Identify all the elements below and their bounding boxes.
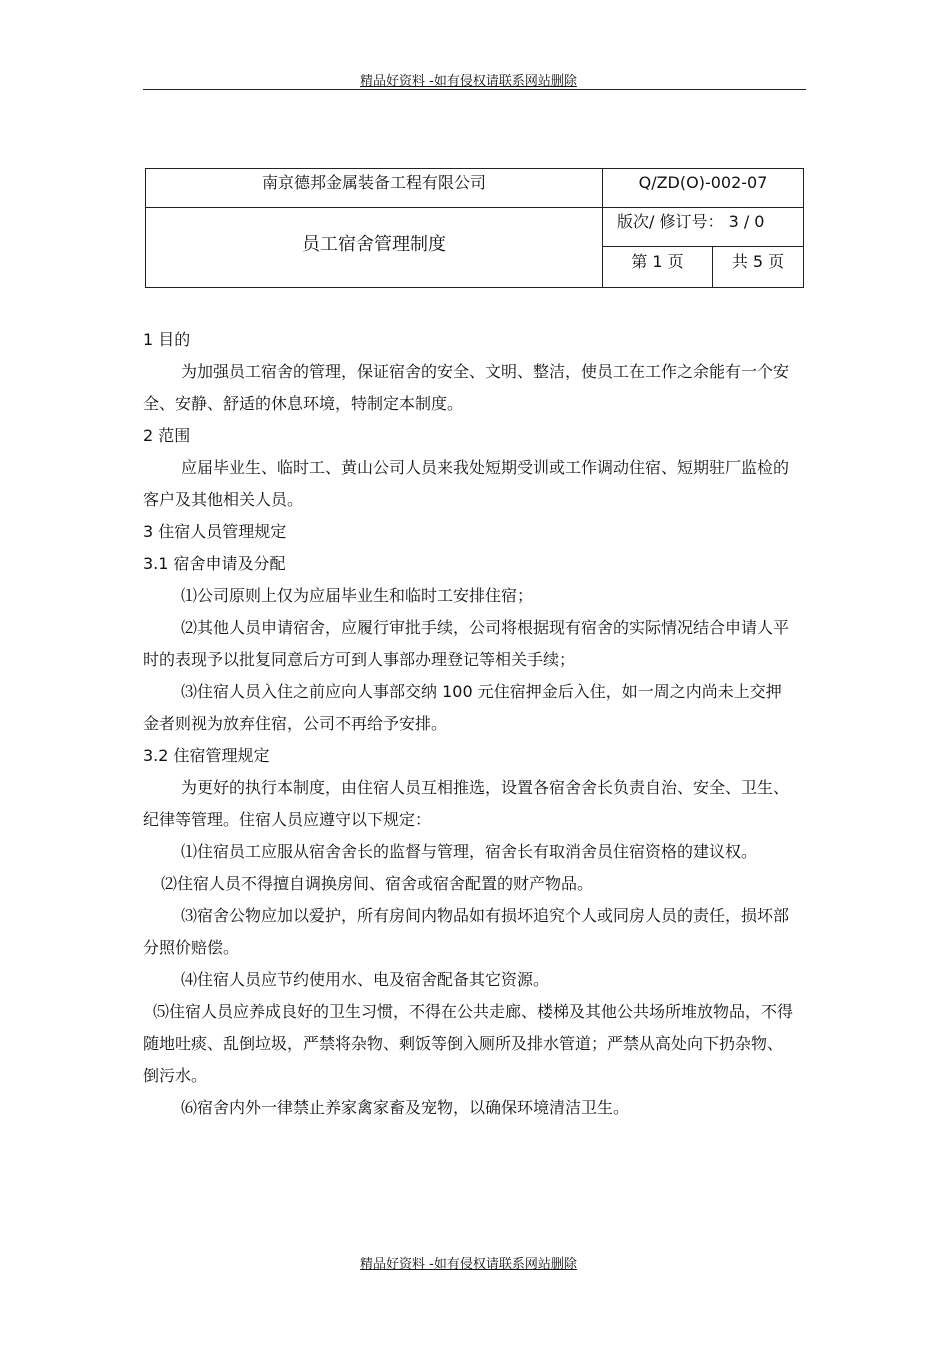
document-code: Q/ZD(O)-002-07 xyxy=(603,169,803,208)
section-3-2-intro: 为更好的执行本制度，由住宿人员互相推选，设置各宿舍舍长负责自治、安全、卫生、纪律等管理。住宿人员应遵守以下规定： xyxy=(143,778,790,829)
section-3-1-item-3: ⑶住宿人员入住之前应向人事部交纳 100 元住宿押金后入住，如一周之内尚未上交押金者则视为放弃住宿，公司不再给予安排。 xyxy=(143,682,782,733)
total-pages: 共 5 页 xyxy=(731,252,785,271)
header-divider xyxy=(143,89,806,90)
section-3-2-item-4: ⑷住宿人员应节约使用水、电及宿舍配备其它资源。 xyxy=(181,970,550,989)
section-3-2-item-2: ⑵住宿人员不得擅自调换房间、宿舍或宿舍配置的财产物品。 xyxy=(161,874,594,893)
section-3-1-heading: 3.1 宿舍申请及分配 xyxy=(143,554,286,573)
document-title: 员工宿舍管理制度 xyxy=(146,208,603,287)
section-2-heading: 2 范围 xyxy=(143,426,191,445)
footer-watermark xyxy=(360,1253,577,1272)
company-name: 南京德邦金属装备工程有限公司 xyxy=(146,169,603,208)
section-3-2-item-3: ⑶宿舍公物应加以爱护，所有房间内物品如有损坏追究个人或同房人员的责任，损坏部分照价赔偿。 xyxy=(143,906,790,957)
page-number: 第 1 页 xyxy=(603,247,713,287)
section-3-2-item-1: ⑴住宿员工应服从宿舍舍长的监督与管理，宿舍长有取消舍员住宿资格的建议权。 xyxy=(181,842,758,861)
section-1-text: 为加强员工宿舍的管理，保证宿舍的安全、文明、整洁，使员工在工作之余能有一个安全、安静、舒适的休息环境，特制定本制度。 xyxy=(143,362,790,413)
footer-watermark-text: 精品好资料 -如有侵权请联系网站删除 xyxy=(360,1257,577,1272)
document-body xyxy=(143,324,793,1124)
section-3-1-item-1: ⑴公司原则上仅为应届毕业生和临时工安排住宿； xyxy=(181,586,534,605)
version-number: 版次/ 修订号： 3 / 0 xyxy=(603,208,803,247)
section-3-2-heading: 3.2 住宿管理规定 xyxy=(143,746,270,765)
section-1-heading: 1 目的 xyxy=(143,330,191,349)
document-control-table xyxy=(145,168,804,288)
section-3-2-item-6: ⑹宿舍内外一律禁止养家禽家畜及宠物，以确保环境清洁卫生。 xyxy=(181,1098,630,1117)
section-3-1-item-2: ⑵其他人员申请宿舍，应履行审批手续，公司将根据现有宿舍的实际情况结合申请人平时的表现予以批复同意后方可到人事部办理登记等相关手续； xyxy=(143,618,790,669)
section-2-text: 应届毕业生、临时工、黄山公司人员来我处短期受训或工作调动住宿、短期驻厂监检的客户及其他相关人员。 xyxy=(143,458,790,509)
section-3-heading: 3 住宿人员管理规定 xyxy=(143,522,287,541)
header-watermark xyxy=(360,70,577,89)
section-3-2-item-5: ⑸住宿人员应养成良好的卫生习惯，不得在公共走廊、楼梯及其他公共场所堆放物品，不得随地吐痰、乱倒垃圾，严禁将杂物、剩饭等倒入厕所及排水管道；严禁从高处向下扔杂物、倒污水。 xyxy=(143,1002,794,1085)
header-watermark-text: 精品好资料 -如有侵权请联系网站删除 xyxy=(360,74,577,89)
